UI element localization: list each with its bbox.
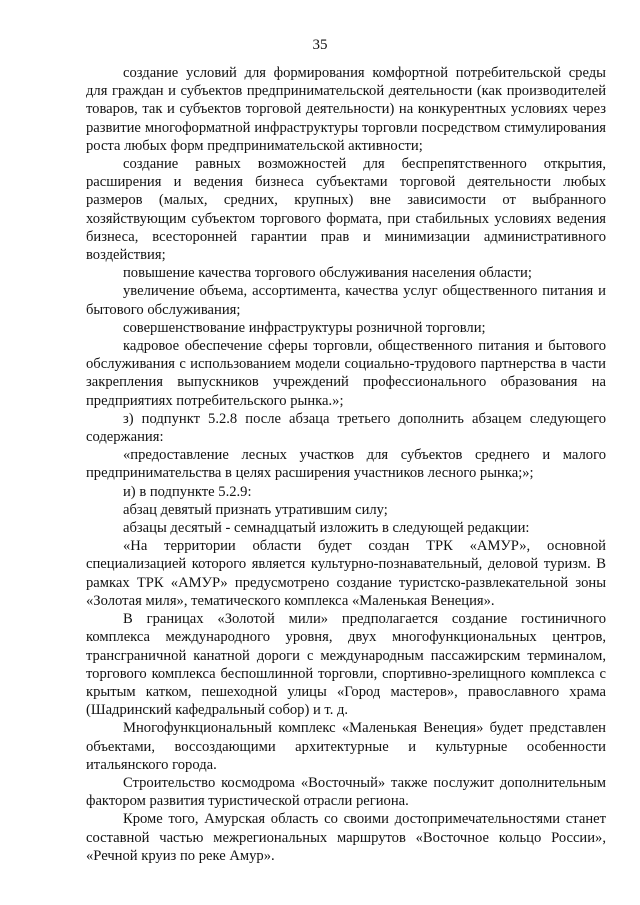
paragraph: и) в подпункте 5.2.9: <box>123 483 252 500</box>
paragraph: повышение качества торгового обслуживания населения области; <box>123 265 532 282</box>
paragraph: кадровое обеспечение сферы торговли, общественного питания и бытового обслуживания с использованием модели социально-трудового партнерства в части закрепления выпускников учреждений профессионального образования на предприятиях потребительского рынка.»; <box>86 338 606 409</box>
paragraph: «предоставление лесных участков для субъектов среднего и малого предпринимательства в целях расширения участников лесного рынка;»; <box>86 447 606 482</box>
paragraph: Строительство космодрома «Восточный» также послужит дополнительным фактором развития туристической отрасли региона. <box>86 774 606 810</box>
paragraph: В границах «Золотой мили» предполагается создание гостиничного комплекса международного уровня, двух многофункциональных центров, трансграничной канатной дороги с международным пассажирским терминалом, торгового комплекса беспошлинной торговли, спортивно-зрелищного комплекса с крытым катком, пешеходной улицы «Город мастеров», православного храма (Шадринский кафедральный собор) и т. д. <box>86 611 606 719</box>
page-number: 35 <box>312 37 328 53</box>
paragraph: создание равных возможностей для беспрепятственного открытия, расширения и ведения бизнеса субъектами торговой деятельности любых размеров (малых, средних, крупных) вне зависимости от выбранного хозяйствующим субъектом торгового формата, при стабильных условиях ведения бизнеса, всесторонней гарантии прав и минимизации административного воздействия; <box>86 156 606 264</box>
paragraph: увеличение объема, ассортимента, качества услуг общественного питания и бытового обслуживания; <box>86 283 606 318</box>
paragraph: совершенствование инфраструктуры розничной торговли; <box>123 319 486 336</box>
paragraph: з) подпункт 5.2.8 после абзаца третьего дополнить абзацем следующего содержания: <box>86 410 606 446</box>
paragraph: Многофункциональный комплекс «Маленькая Венеция» будет представлен объектами, воссоздающими архитектурные и культурные особенности итальянского города. <box>86 720 606 773</box>
paragraph: абзац девятый признать утратившим силу; <box>123 501 388 518</box>
document-body <box>86 64 606 865</box>
paragraph: «На территории области будет создан ТРК «АМУР», основной специализацией которого является культурно-познавательный, деловой туризм. В рамках ТРК «АМУР» предусмотрено создание туристско-развлекательной зоны «Золотая миля», тематического комплекса «Маленькая Венеция». <box>86 538 606 609</box>
paragraph: абзацы десятый - семнадцатый изложить в следующей редакции: <box>123 520 530 537</box>
paragraph: Кроме того, Амурская область со своими достопримечательностями станет составной частью межрегиональных маршрутов «Восточное кольцо России», «Речной круиз по реке Амур». <box>86 811 606 864</box>
paragraph: создание условий для формирования комфортной потребительской среды для граждан и субъектов предпринимательской деятельности (как производителей товаров, так и субъектов торговой деятельности) на конкурентных условиях через развитие многоформатной инфраструктуры торговли посредством стимулирования роста любых форм предпринимательской активности; <box>86 65 606 154</box>
